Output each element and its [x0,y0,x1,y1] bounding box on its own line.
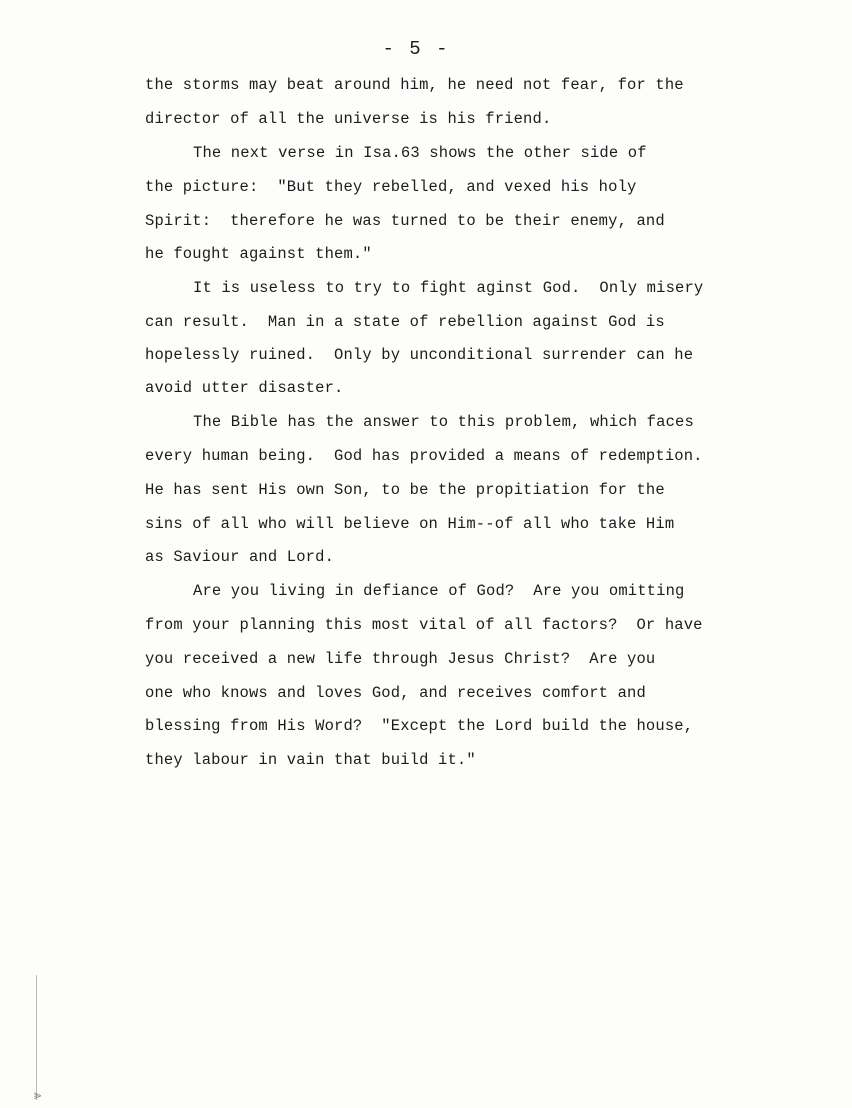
scan-corner-mark-icon: ⪢ [34,1088,42,1103]
text-line: one who knows and loves God, and receives comfort and [145,684,646,702]
page-number: - 5 - [382,38,450,60]
text-line: he fought against them." [145,245,372,263]
text-line: the picture: "But they rebelled, and vexed his holy [145,178,637,196]
text-line: Spirit: therefore he was turned to be their enemy, and [145,212,665,230]
text-line: from your planning this most vital of all factors? Or have [145,616,703,634]
text-line: they labour in vain that build it." [145,751,476,769]
text-line: hopelessly ruined. Only by unconditional surrender can he [145,346,694,364]
paragraph-first-line: The next verse in Isa.63 shows the other side of [193,144,647,162]
text-line: director of all the universe is his friend. [145,110,552,128]
text-line: sins of all who will believe on Him--of all who take Him [145,515,675,533]
paragraph-first-line: It is useless to try to fight aginst God. Only misery [193,279,704,297]
paragraph-first-line: The Bible has the answer to this problem, which faces [193,413,694,431]
text-line: as Saviour and Lord. [145,548,335,566]
text-line: can result. Man in a state of rebellion against God is [145,313,665,331]
paragraph-first-line: Are you living in defiance of God? Are you omitting [193,582,685,600]
text-line: blessing from His Word? "Except the Lord build the house, [145,717,694,735]
text-line: every human being. God has provided a means of redemption. [145,447,703,465]
scan-edge-mark [36,975,51,1100]
text-line: avoid utter disaster. [145,379,344,397]
text-line: He has sent His own Son, to be the propitiation for the [145,481,665,499]
text-line: the storms may beat around him, he need not fear, for the [145,76,684,94]
text-line: you received a new life through Jesus Christ? Are you [145,650,656,668]
